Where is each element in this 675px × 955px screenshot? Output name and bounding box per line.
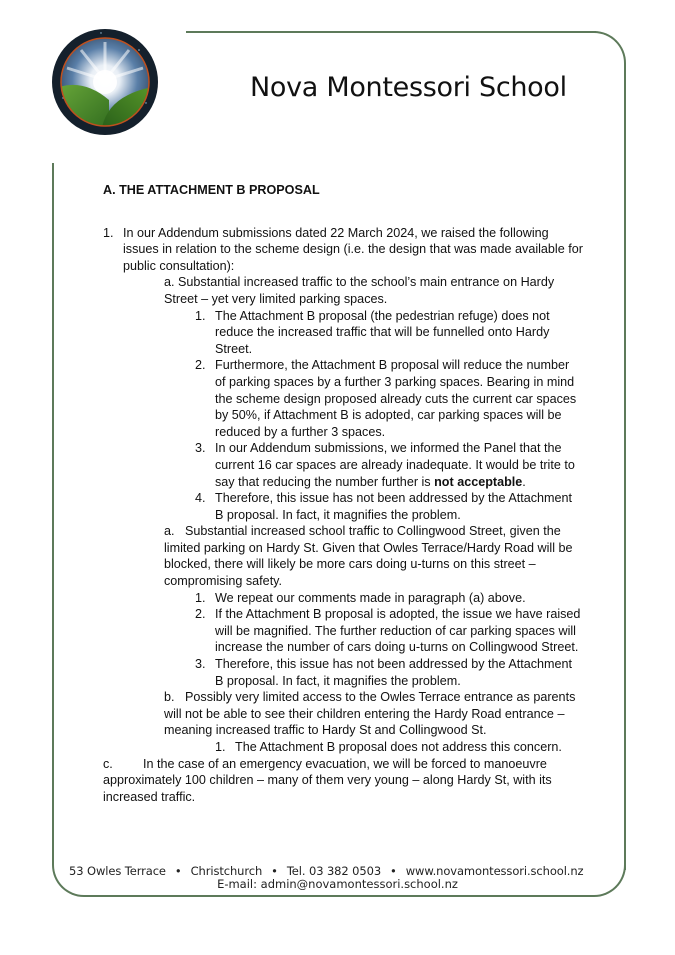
footer-phone: Tel. 03 382 0503 <box>286 864 382 878</box>
issue-text: Substantial increased school traffic to Collingwood Street, given the limited parking on Hardy St. Given that Owles Terrace/Hardy Road will be blocked, there will likely be more cars doing u-turns on this street – compromising safety. <box>164 524 573 589</box>
footer-address: 53 Owles Terrace <box>69 864 166 878</box>
point-text: The Attachment B proposal (the pedestrian refuge) does not reduce the increased traffic that will be funnelled onto Hardy Street. <box>215 308 550 356</box>
point-text: In our Addendum submissions, we informed the Panel that the current 16 car spaces are already inadequate. It would be trite to say that reducing the number further is <box>215 441 575 489</box>
list-number: 1. <box>195 590 206 605</box>
list-number: 1. <box>215 740 226 754</box>
list-number: 1. <box>103 225 114 240</box>
frame-border-top <box>186 31 596 33</box>
bullet-separator: • <box>271 864 278 878</box>
point-text: Therefore, this issue has not been addressed by the Attachment B proposal. In fact, it magnifies the problem. <box>215 657 573 688</box>
section-heading: A. THE ATTACHMENT B PROPOSAL <box>103 183 320 197</box>
footer-email[interactable]: E-mail: admin@novamontessori.school.nz <box>217 877 458 891</box>
frame-border-bottom <box>90 895 588 897</box>
list-item-1 <box>103 225 583 275</box>
issue-a <box>103 274 583 307</box>
footer-city: Christchurch <box>190 864 263 878</box>
emphasis-text: not acceptable <box>434 474 523 489</box>
issue-a-point-4 <box>103 490 583 523</box>
issue-text: Possibly very limited access to the Owles Terrace entrance as parents will not be able to see their children entering the Hardy Road entrance – meaning increased traffic to Hardy St and Collingwood St. <box>164 690 576 738</box>
issue-a2-point-3 <box>103 656 583 689</box>
footer-contact-line <box>69 864 609 878</box>
frame-border-left <box>52 163 54 863</box>
bullet-separator: • <box>174 864 182 878</box>
frame-corner-top-right <box>586 31 626 71</box>
issue-a-text: a. Substantial increased traffic to the school’s main entrance on Hardy Street – yet very limited parking spaces. <box>164 275 555 306</box>
issue-label: c. <box>103 756 113 771</box>
issue-a2-point-2 <box>103 606 583 656</box>
issue-b <box>103 689 583 739</box>
issue-a-point-3 <box>103 440 583 490</box>
footer-website-link[interactable]: www.novamontessori.school.nz <box>405 864 584 878</box>
point-text-end: . <box>522 474 526 489</box>
point-text: Therefore, this issue has not been addressed by the Attachment B proposal. In fact, it magnifies the problem. <box>215 491 573 522</box>
bullet-separator: • <box>390 864 397 878</box>
issue-text: In the case of an emergency evacuation, we will be forced to manoeuvre approximately 100 children – many of them very young – along Hardy St, with its increased traffic. <box>103 756 552 804</box>
issue-a-point-1 <box>103 308 583 358</box>
list-number: 3. <box>195 441 206 456</box>
list-number: 1. <box>195 308 206 323</box>
issue-a2 <box>103 523 583 589</box>
list-number: 4. <box>195 491 206 506</box>
school-name-title: Nova Montessori School <box>250 72 567 103</box>
issue-b-point-1 <box>103 739 583 756</box>
list-number: 2. <box>195 607 206 622</box>
frame-border-right <box>624 70 626 870</box>
list-number: 2. <box>195 358 206 373</box>
point-text: Furthermore, the Attachment B proposal will reduce the number of parking spaces by a further 3 parking spaces. Bearing in mind the scheme design proposed already cuts the current car spaces by 50%, if Attachment B is adopted, car parking spaces will be reduced by a further 3 spaces. <box>215 358 577 439</box>
point-text: We repeat our comments made in paragraph (a) above. <box>215 590 526 605</box>
issue-c <box>103 756 583 806</box>
point-text: If the Attachment B proposal is adopted, the issue we have raised will be magnified. The further reduction of car parking spaces will increase the number of cars doing u-turns on Collingwood Street. <box>215 607 581 655</box>
issue-label: b. <box>164 690 175 705</box>
sunrise-logo-icon <box>51 28 159 136</box>
list-item-text: In our Addendum submissions dated 22 March 2024, we raised the following issues in relation to the scheme design (i.e. the design that was made available for public consultation): <box>123 225 583 273</box>
list-number: 3. <box>195 657 206 672</box>
point-text: The Attachment B proposal does not address this concern. <box>235 740 562 754</box>
document-body <box>103 182 583 805</box>
issue-a2-point-1 <box>103 590 583 607</box>
issue-a-point-2 <box>103 357 583 440</box>
issue-label: a. <box>164 524 175 539</box>
